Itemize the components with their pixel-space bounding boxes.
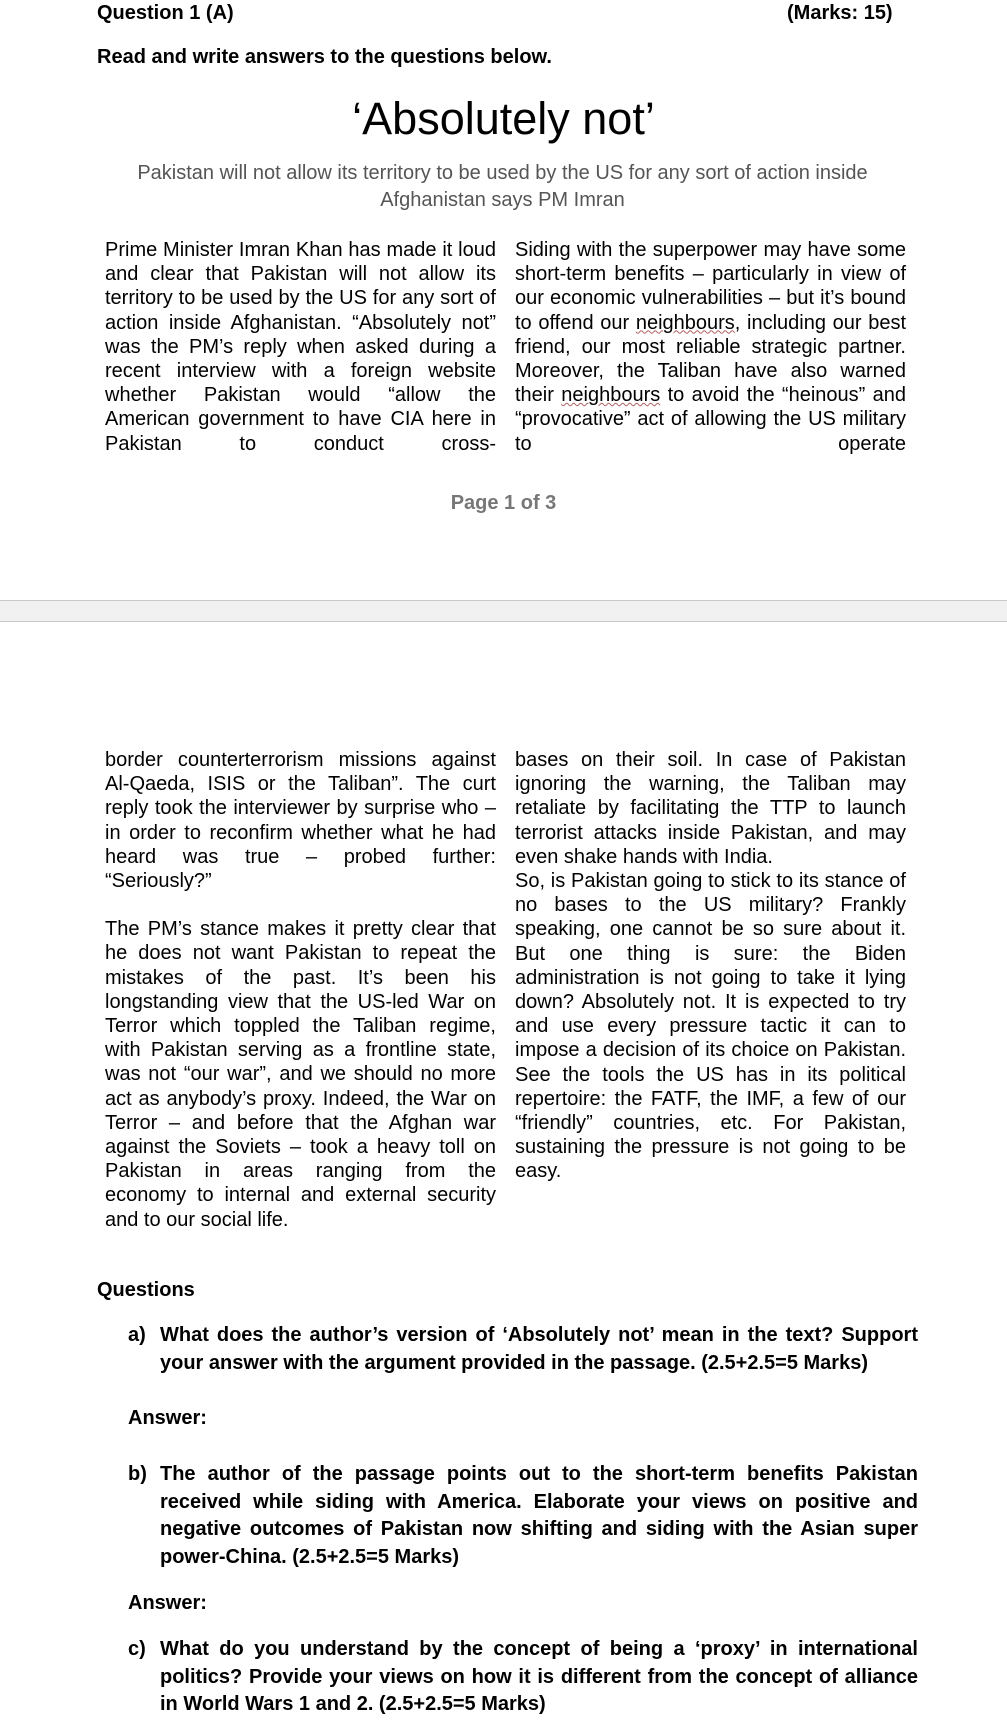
article-column-4 bbox=[515, 748, 906, 1184]
text-run: Siding with the superpower may have some short-term benefits – particularly in view of our economic vulnerabilities – but it’s bound to offend our bbox=[515, 239, 906, 334]
paragraph: Prime Minister Imran Khan has made it loud and clear that Pakistan will not allow its territory to be used by the US for any sort of action inside Afghanistan. “Absolutely not” was the PM’s reply when asked during a recent interview with a foreign website whether Pakistan would “allow the American government to have CIA here in Pakistan to conduct cross- bbox=[105, 239, 496, 455]
marks-label: (Marks: 15) bbox=[787, 2, 893, 24]
question-text: The author of the passage points out to the short-term benefits Pakistan received while siding with America. Elaborate your views on positive and negative outcomes of Pakistan now shifting and siding with the Asian super power-China. (2.5+2.5=5 Marks) bbox=[160, 1463, 918, 1568]
paragraph: bases on their soil. In case of Pakistan ignoring the warning, the Taliban may retaliate by facilitating the TTP to launch terrorist attacks inside Pakistan, and may even shake hands with India. bbox=[515, 749, 906, 868]
text-run: to avoid the “heinous” and “provocative” act of allowing the US military to operate bbox=[515, 384, 907, 455]
question-item-a bbox=[128, 1322, 918, 1377]
question-letter: a) bbox=[128, 1324, 146, 1346]
paragraph: The PM’s stance makes it pretty clear that he does not want Pakistan to repeat the mistakes of the past. It’s been his longstanding view that the US-led War on Terror which toppled the Taliban regime, with Pakistan serving as a frontline state, was not “our war”, and we should no more act as anybody’s proxy. Indeed, the War on Terror – and before that the Afghan war against the Soviets – took a heavy toll on Pakistan in areas ranging from the economy to internal and external security and to our social life. bbox=[105, 918, 496, 1231]
paragraph bbox=[515, 238, 906, 456]
spellcheck-word: neighbours bbox=[561, 384, 661, 407]
question-letter: b) bbox=[128, 1463, 147, 1485]
answer-label: Answer: bbox=[128, 1407, 207, 1429]
question-item-b bbox=[128, 1461, 918, 1571]
questions-heading: Questions bbox=[97, 1279, 195, 1301]
text-run: , including our best friend, our most reliable strategic partner. Moreover, the Taliban have also warned their bbox=[515, 311, 906, 407]
instruction-text: Read and write answers to the questions below. bbox=[97, 46, 552, 68]
article-title: ‘Absolutely not’ bbox=[352, 93, 655, 144]
article-column-1 bbox=[105, 238, 496, 456]
question-label: Question 1 (A) bbox=[97, 2, 234, 24]
article-column-3 bbox=[105, 748, 496, 1232]
spellcheck-word: neighbours bbox=[635, 311, 735, 334]
article-subtitle: Pakistan will not allow its territory to be used by the US for any sort of action inside Afghanistan says PM Imran bbox=[137, 162, 868, 211]
paragraph: So, is Pakistan going to stick to its stance of no bases to the US military? Frankly speaking, one cannot be so sure about it. But one thing is sure: the Biden administration is not going to take it lying down? Absolutely not. It is expected to try and use every pressure tactic it can to impose a decision of its choice on Pakistan. See the tools the US has in its political repertoire: the FATF, the IMF, a few of our “friendly” countries, etc. For Pakistan, sustaining the pressure is not going to be easy. bbox=[515, 870, 906, 1183]
page-number: Page 1 of 3 bbox=[450, 492, 557, 514]
paragraph: border counterterrorism missions against Al-Qaeda, ISIS or the Taliban”. The curt reply took the interviewer by surprise who – in order to reconfirm whether what he had heard was true – probed further: “Seriously?” bbox=[105, 749, 496, 893]
article-column-2 bbox=[515, 238, 906, 456]
answer-label: Answer: bbox=[128, 1592, 207, 1614]
question-text: What does the author’s version of ‘Absolutely not’ mean in the text? Support your answer with the argument provided in the passage. (2.5+2.5=5 Marks) bbox=[160, 1324, 918, 1374]
question-text: What do you understand by the concept of being a ‘proxy’ in international politics? Provide your views on how it is different from the concept of alliance in World Wars 1 and 2. (2.5+2.5=5 Marks) bbox=[160, 1638, 918, 1715]
question-item-c bbox=[128, 1636, 918, 1719]
page-break bbox=[0, 600, 1007, 622]
question-letter: c) bbox=[128, 1638, 146, 1660]
